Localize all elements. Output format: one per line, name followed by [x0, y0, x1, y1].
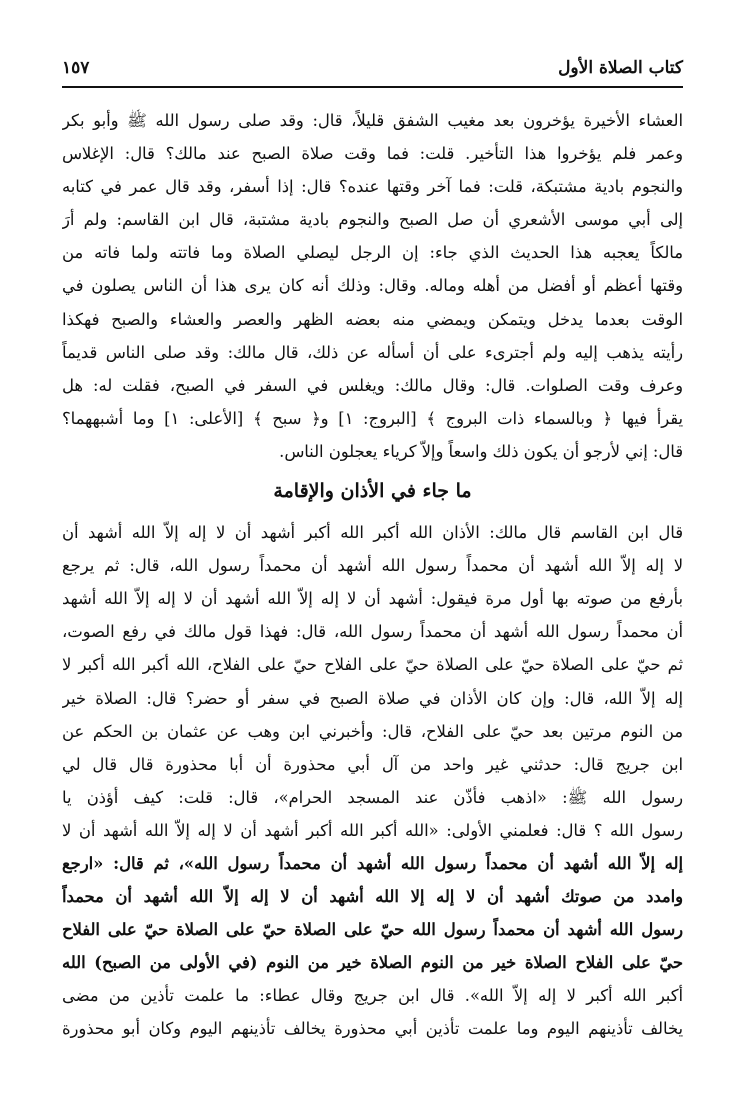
section-heading: ما جاء في الأذان والإقامة	[273, 480, 472, 503]
text-line: إلى أبي موسى الأشعري أن صل الصبح والنجوم بادية مشتبة، قال ابن القاسم: ولم أرَ	[62, 210, 683, 230]
text-line: يقرأ فيها ﴿ وبالسماء ذات البروج ﴾ [البروج: ١] و﴿ سبح ﴾ [الأعلى: ١] وما أشبههما؟	[62, 408, 683, 428]
text-line: بأرفع من صوته بها أول مرة فيقول: أشهد أن لا إله إلاّ الله أشهد أن لا إله إلاّ الله أشهد	[62, 589, 683, 609]
text-line: رسول الله ﷺ: «اذهب فأذّن عند المسجد الحرام»، قال: قلت: كيف أؤذن يا	[62, 787, 683, 807]
text-line: لا إله إلاّ الله أشهد أن محمداً رسول الله أشهد أن محمداً رسول الله، قال: ثم يرجع	[62, 556, 683, 576]
text-line: ثم حيّ على الصلاة حيّ على الصلاة حيّ على الفلاح حيّ على الفلاح، الله أكبر الله أكبر لا	[62, 655, 683, 675]
text-line: إله إلاّ الله، قال: وإن كان الأذان في صلاة الصبح في سفر أو حضر؟ قال: الصلاة خير	[62, 688, 683, 708]
text-line: وقتها أعظم أو أفضل من أهله وماله. وقال: وذلك أنه كان يرى هذا أن الناس يصلون في	[62, 276, 683, 296]
text-line: الوقت بعدما يدخل ويتمكن ويمضي منه بعضه الظهر والعصر والعشاء والصبح فهكذا	[62, 309, 683, 329]
text-line: يخالف تأذينهم اليوم وما علمت تأذين أبي محذورة يخالف تأذينهم اليوم وكان أبو محذورة	[62, 1019, 683, 1039]
text-line: رأيته يذهب إليه ولم أجترىء على أن أسأله عن ذلك، قال مالك: وقد صلى الناس قديماً	[62, 342, 683, 362]
text-line: حيّ على الفلاح الصلاة خير من النوم الصلاة خير من النوم (في الأولى من الصبح) الله	[62, 953, 683, 973]
text-line: وعمر فلم يؤخروا هذا التأخير. قلت: فما وقت صلاة الصبح عند مالك؟ قال: الإغلاس	[62, 144, 683, 164]
text-line: رسول الله أشهد أن محمداً رسول الله حيّ على الصلاة حيّ على الصلاة حيّ على الفلاح	[62, 920, 683, 940]
text-line: وامدد من صوتك أشهد أن لا إله إلا الله أشهد أن لا إله إلاّ الله أشهد أن محمداً	[62, 887, 683, 907]
text-line: مالكاً يعجبه هذا الحديث الذي جاء: إن الرجل ليصلي الصلاة وما فاتته ولما فاته من	[62, 243, 683, 263]
text-line: والنجوم بادية مشتبكة، قلت: فما آخر وقتها عنده؟ قال: إذا أسفر، وقد قال عمر في كتابه	[62, 177, 683, 197]
text-line: ابن جريج قال: حدثني غير واحد من آل أبي محذورة أن أبا محذورة قال قال لي	[62, 754, 683, 774]
text-line: العشاء الأخيرة يؤخرون بعد مغيب الشفق قليلاً، قال: وقد صلى رسول الله ﷺ وأبو بكر	[62, 111, 683, 130]
running-title: كتاب الصلاة الأول	[558, 58, 683, 78]
text-line: رسول الله ؟ قال: فعلمني الأولى: «الله أكبر الله أكبر أشهد أن لا إله إلاّ الله أشهد أن لا	[62, 820, 683, 840]
page-number: ١٥٧	[62, 58, 90, 78]
text-line: وعرف وقت الصلوات. قال: وقال مالك: ويغلس في السفر في الصبح، فقلت له: هل	[62, 375, 683, 395]
paragraph-maliki-timing	[62, 104, 683, 468]
body-text	[62, 104, 683, 1046]
page-header	[62, 56, 683, 88]
text-line: إله إلاّ الله أشهد أن محمداً رسول الله أشهد أن محمداً رسول الله»، ثم قال: «ارجع	[62, 853, 683, 873]
text-line: أكبر الله أكبر لا إله إلاّ الله». قال ابن جريج وقال عطاء: ما علمت تأذين من مضى	[62, 986, 683, 1006]
paragraph-adhan	[62, 516, 683, 1046]
text-line: من النوم مرتين بعد حيّ على الفلاح، قال: وأخبرني ابن وهب عن عثمان بن الحكم عن	[62, 721, 683, 741]
text-line: أن محمداً رسول الله أشهد أن محمداً رسول الله، قال: فهذا قول مالك في رفع الصوت،	[62, 622, 683, 642]
text-line: قال: إني لأرجو أن يكون ذلك واسعاً وإلاّ كرياء يعجلون الناس.	[279, 441, 683, 461]
text-line: قال ابن القاسم قال مالك: الأذان الله أكبر الله أكبر أشهد أن لا إله إلاّ الله أشهد أن	[62, 523, 683, 543]
